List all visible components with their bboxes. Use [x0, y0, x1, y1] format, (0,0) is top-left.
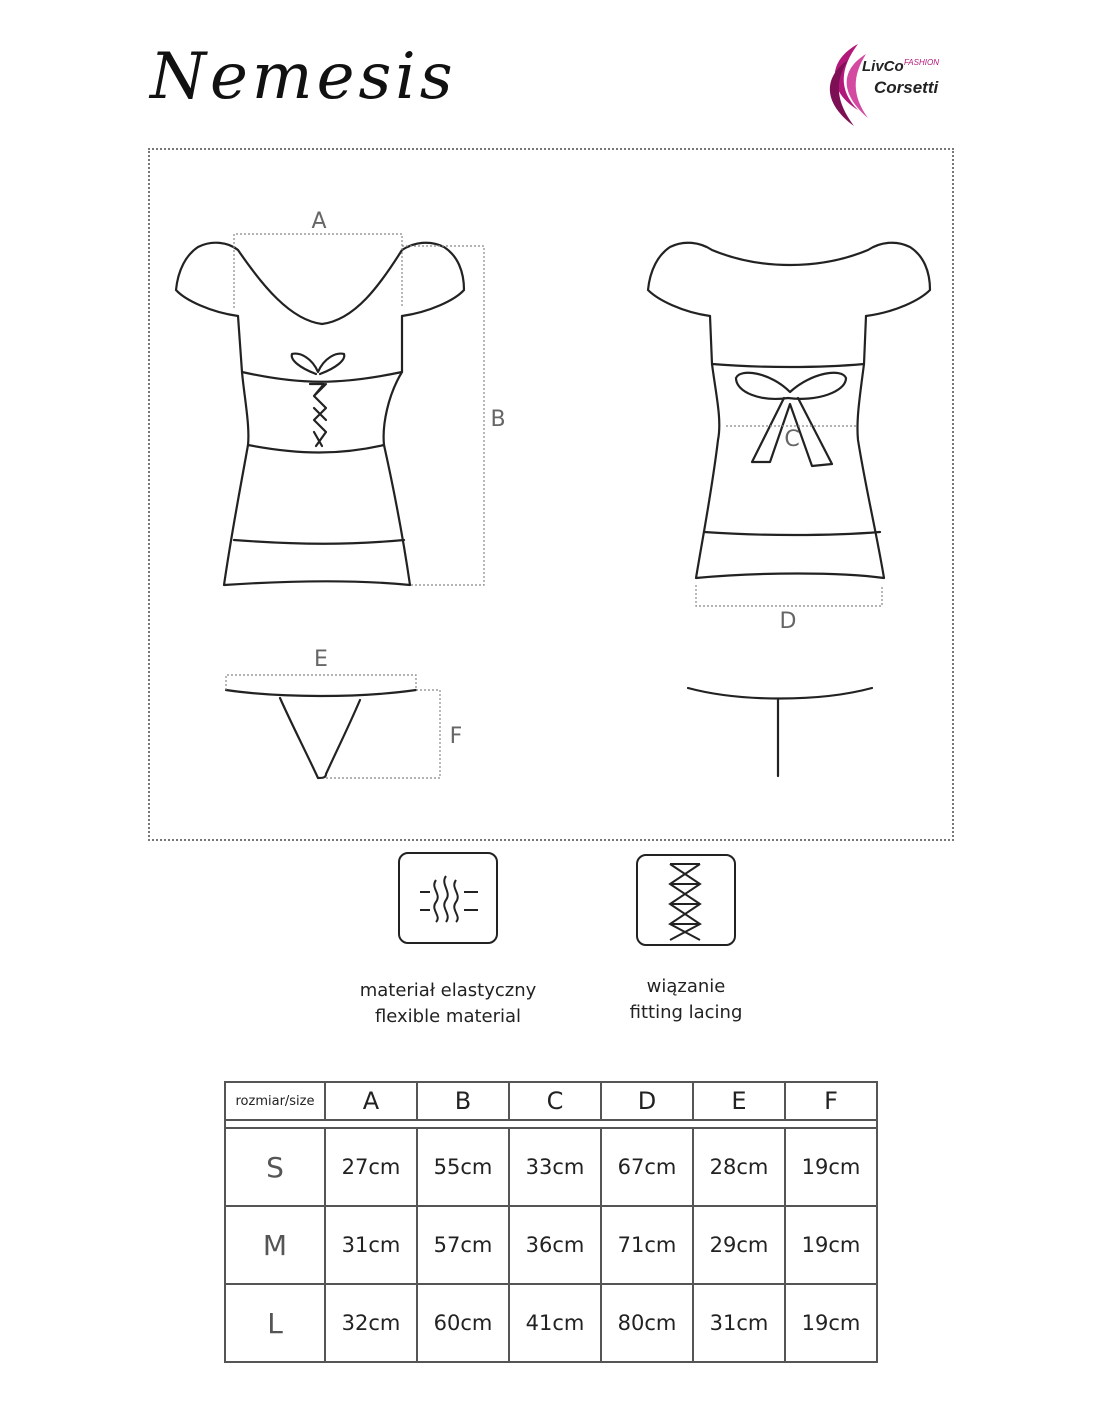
size-table [224, 1081, 878, 1363]
brand-name-livco: LivCo [862, 58, 904, 75]
product-title: Nemesis [150, 40, 457, 114]
feature-lacing-pl: wiązanie [646, 976, 726, 997]
size-cell: 19cm [785, 1128, 877, 1206]
size-cell: 36cm [509, 1206, 601, 1284]
back-thong-drawing [688, 688, 872, 776]
size-cell: 80cm [601, 1284, 693, 1362]
size-cell: 19cm [785, 1284, 877, 1362]
size-cell: 31cm [693, 1284, 785, 1362]
size-col-b: B [417, 1082, 509, 1120]
feature-lacing-text [556, 974, 816, 1026]
dim-label-a: A [311, 209, 327, 234]
size-label: L [225, 1284, 325, 1362]
feature-lacing-en: fitting lacing [629, 1002, 743, 1023]
lacing-icon [636, 854, 736, 946]
size-cell: 32cm [325, 1284, 417, 1362]
size-cell: 55cm [417, 1128, 509, 1206]
feature-elastic-en: flexible material [374, 1006, 522, 1027]
size-cell: 29cm [693, 1206, 785, 1284]
size-cell: 71cm [601, 1206, 693, 1284]
size-cell: 28cm [693, 1128, 785, 1206]
size-cell: 31cm [325, 1206, 417, 1284]
size-cell: 67cm [601, 1128, 693, 1206]
dim-label-d: D [779, 609, 797, 634]
front-thong-drawing [226, 690, 416, 778]
size-cell: 27cm [325, 1128, 417, 1206]
size-col-e: E [693, 1082, 785, 1120]
brand-name-corsetti: Corsetti [874, 78, 939, 97]
dim-label-f: F [449, 724, 463, 749]
dim-label-e: E [314, 647, 328, 672]
size-label: M [225, 1206, 325, 1284]
feature-elastic-pl: materiał elastyczny [359, 980, 537, 1001]
size-label: S [225, 1128, 325, 1206]
size-col-a: A [325, 1082, 417, 1120]
size-row-l [225, 1284, 877, 1362]
size-cell: 57cm [417, 1206, 509, 1284]
feature-elastic-text [318, 978, 578, 1030]
size-row-m [225, 1206, 877, 1284]
dim-label-c: C [784, 427, 800, 452]
size-cell: 41cm [509, 1284, 601, 1362]
size-cell: 33cm [509, 1128, 601, 1206]
size-table-header [225, 1082, 877, 1120]
size-cell: 60cm [417, 1284, 509, 1362]
dim-label-b: B [490, 407, 506, 432]
size-row-s [225, 1128, 877, 1206]
brand-fashion-label: FASHION [904, 58, 939, 67]
size-table-corner: rozmiar/size [225, 1082, 325, 1120]
size-cell: 19cm [785, 1206, 877, 1284]
size-col-d: D [601, 1082, 693, 1120]
elastic-material-icon [398, 852, 498, 944]
size-col-c: C [509, 1082, 601, 1120]
back-top-drawing [648, 243, 930, 578]
size-col-f: F [785, 1082, 877, 1120]
front-top-drawing [176, 243, 464, 585]
